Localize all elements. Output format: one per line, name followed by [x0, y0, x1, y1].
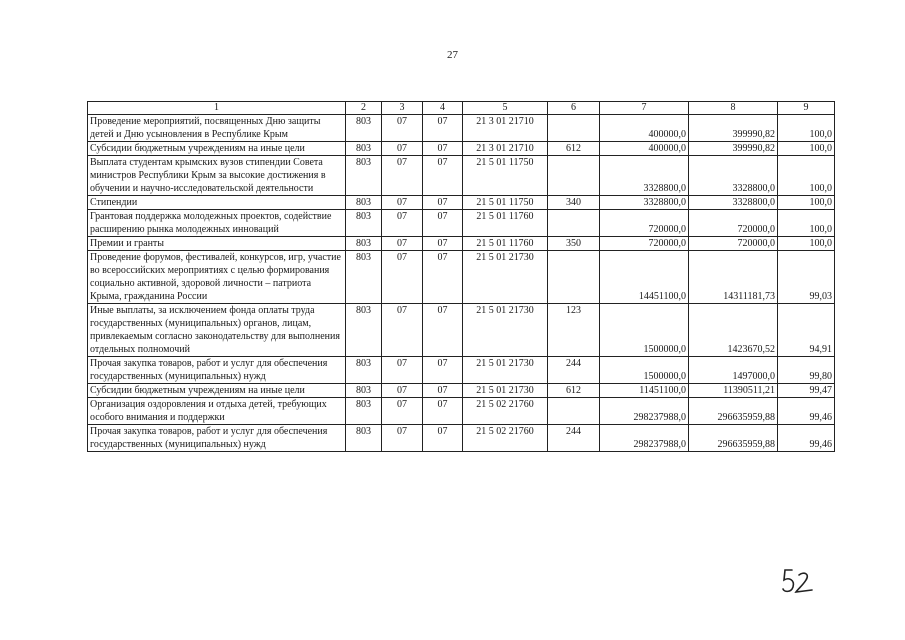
header-cell: 6 [548, 102, 600, 115]
row-cell-8: 11390511,21 [689, 384, 778, 398]
table-row [88, 304, 835, 357]
row-cell-5: 21 5 01 21730 [463, 304, 548, 357]
row-cell-9: 100,0 [778, 210, 835, 237]
row-description: Иные выплаты, за исключением фонда оплаты труда государственных (муниципальных) органов, лицам, привлекаемым согласно законодательству для выполнения отдельных полномочий [88, 304, 346, 357]
row-cell-7: 1500000,0 [600, 304, 689, 357]
row-cell-3: 07 [382, 251, 423, 304]
row-cell-4: 07 [423, 237, 463, 251]
row-cell-2: 803 [346, 210, 382, 237]
row-cell-2: 803 [346, 398, 382, 425]
row-cell-2: 803 [346, 304, 382, 357]
row-cell-3: 07 [382, 425, 423, 452]
row-description: Субсидии бюджетным учреждениям на иные цели [88, 384, 346, 398]
header-cell: 9 [778, 102, 835, 115]
row-cell-3: 07 [382, 398, 423, 425]
row-cell-9: 94,91 [778, 304, 835, 357]
row-cell-9: 100,0 [778, 196, 835, 210]
row-description: Выплата студентам крымских вузов стипендии Совета министров Республики Крым за высокие достижения в обучении и научно-исследовательской деятельности [88, 156, 346, 196]
row-cell-8: 720000,0 [689, 210, 778, 237]
row-cell-4: 07 [423, 156, 463, 196]
row-cell-2: 803 [346, 251, 382, 304]
row-cell-7: 11451100,0 [600, 384, 689, 398]
row-cell-4: 07 [423, 357, 463, 384]
row-cell-2: 803 [346, 196, 382, 210]
row-cell-5: 21 5 01 11760 [463, 237, 548, 251]
row-cell-3: 07 [382, 156, 423, 196]
row-cell-6: 244 [548, 425, 600, 452]
row-cell-3: 07 [382, 237, 423, 251]
row-cell-5: 21 5 01 11760 [463, 210, 548, 237]
row-cell-6: 612 [548, 384, 600, 398]
row-cell-6 [548, 115, 600, 142]
header-cell: 2 [346, 102, 382, 115]
row-cell-8: 3328800,0 [689, 196, 778, 210]
table-row [88, 142, 835, 156]
row-cell-4: 07 [423, 196, 463, 210]
row-cell-3: 07 [382, 115, 423, 142]
handwritten-page-mark [780, 566, 816, 596]
row-cell-9: 99,46 [778, 398, 835, 425]
row-cell-6: 612 [548, 142, 600, 156]
row-cell-4: 07 [423, 142, 463, 156]
row-cell-3: 07 [382, 384, 423, 398]
row-cell-6: 350 [548, 237, 600, 251]
row-cell-8: 14311181,73 [689, 251, 778, 304]
row-cell-2: 803 [346, 357, 382, 384]
row-cell-4: 07 [423, 251, 463, 304]
row-cell-5: 21 5 01 21730 [463, 251, 548, 304]
row-description: Прочая закупка товаров, работ и услуг для обеспечения государственных (муниципальных) нужд [88, 425, 346, 452]
row-cell-7: 14451100,0 [600, 251, 689, 304]
row-cell-3: 07 [382, 357, 423, 384]
row-cell-7: 298237988,0 [600, 425, 689, 452]
row-cell-9: 100,0 [778, 237, 835, 251]
row-description: Прочая закупка товаров, работ и услуг для обеспечения государственных (муниципальных) нужд [88, 357, 346, 384]
row-cell-7: 1500000,0 [600, 357, 689, 384]
row-cell-5: 21 5 02 21760 [463, 398, 548, 425]
row-cell-5: 21 5 01 21730 [463, 357, 548, 384]
header-cell: 5 [463, 102, 548, 115]
row-cell-4: 07 [423, 304, 463, 357]
row-cell-6: 244 [548, 357, 600, 384]
row-cell-5: 21 5 01 21730 [463, 384, 548, 398]
header-cell: 8 [689, 102, 778, 115]
row-cell-2: 803 [346, 237, 382, 251]
table-row [88, 398, 835, 425]
row-cell-6: 340 [548, 196, 600, 210]
row-cell-8: 1497000,0 [689, 357, 778, 384]
row-cell-9: 99,80 [778, 357, 835, 384]
row-cell-2: 803 [346, 115, 382, 142]
header-cell: 3 [382, 102, 423, 115]
row-cell-6 [548, 156, 600, 196]
row-cell-2: 803 [346, 142, 382, 156]
row-cell-4: 07 [423, 398, 463, 425]
row-cell-9: 100,0 [778, 142, 835, 156]
row-description: Организация оздоровления и отдыха детей, требующих особого внимания и поддержки [88, 398, 346, 425]
header-cell: 7 [600, 102, 689, 115]
row-cell-7: 400000,0 [600, 115, 689, 142]
row-description: Проведение форумов, фестивалей, конкурсов, игр, участие во всероссийских мероприятиях с целью формирования социально активной, здоровой личности – патриота Крыма, гражданина России [88, 251, 346, 304]
row-cell-2: 803 [346, 384, 382, 398]
row-cell-5: 21 5 01 11750 [463, 196, 548, 210]
row-cell-5: 21 5 01 11750 [463, 156, 548, 196]
row-cell-8: 1423670,52 [689, 304, 778, 357]
row-cell-7: 3328800,0 [600, 196, 689, 210]
table-header-row [88, 102, 835, 115]
row-cell-7: 720000,0 [600, 237, 689, 251]
row-cell-8: 3328800,0 [689, 156, 778, 196]
row-cell-5: 21 5 02 21760 [463, 425, 548, 452]
row-cell-7: 400000,0 [600, 142, 689, 156]
row-cell-8: 399990,82 [689, 115, 778, 142]
row-cell-9: 99,03 [778, 251, 835, 304]
row-cell-9: 99,46 [778, 425, 835, 452]
row-cell-9: 100,0 [778, 115, 835, 142]
row-cell-6 [548, 210, 600, 237]
row-cell-5: 21 3 01 21710 [463, 142, 548, 156]
row-description: Стипендии [88, 196, 346, 210]
row-cell-6: 123 [548, 304, 600, 357]
header-cell: 1 [88, 102, 346, 115]
row-cell-5: 21 3 01 21710 [463, 115, 548, 142]
row-cell-4: 07 [423, 115, 463, 142]
row-description: Проведение мероприятий, посвященных Дню защиты детей и Дню усыновления в Республике Крым [88, 115, 346, 142]
table-row [88, 196, 835, 210]
row-cell-4: 07 [423, 384, 463, 398]
table-row [88, 210, 835, 237]
table-row [88, 425, 835, 452]
row-cell-7: 3328800,0 [600, 156, 689, 196]
row-cell-4: 07 [423, 425, 463, 452]
page-number: 27 [447, 49, 458, 61]
row-cell-9: 100,0 [778, 156, 835, 196]
row-cell-8: 720000,0 [689, 237, 778, 251]
table-row [88, 357, 835, 384]
row-description: Грантовая поддержка молодежных проектов, содействие расширению рынка молодежных инноваций [88, 210, 346, 237]
row-cell-3: 07 [382, 196, 423, 210]
row-description: Премии и гранты [88, 237, 346, 251]
row-cell-6 [548, 398, 600, 425]
row-cell-3: 07 [382, 210, 423, 237]
budget-table [87, 101, 835, 452]
row-cell-8: 399990,82 [689, 142, 778, 156]
row-cell-9: 99,47 [778, 384, 835, 398]
row-cell-2: 803 [346, 156, 382, 196]
row-cell-2: 803 [346, 425, 382, 452]
row-cell-8: 296635959,88 [689, 425, 778, 452]
row-cell-6 [548, 251, 600, 304]
table-row [88, 237, 835, 251]
row-cell-3: 07 [382, 304, 423, 357]
row-cell-7: 720000,0 [600, 210, 689, 237]
table-row [88, 115, 835, 142]
row-cell-8: 296635959,88 [689, 398, 778, 425]
table-row [88, 384, 835, 398]
header-cell: 4 [423, 102, 463, 115]
table-row [88, 251, 835, 304]
row-cell-3: 07 [382, 142, 423, 156]
row-cell-7: 298237988,0 [600, 398, 689, 425]
row-description: Субсидии бюджетным учреждениям на иные цели [88, 142, 346, 156]
row-cell-4: 07 [423, 210, 463, 237]
table-row [88, 156, 835, 196]
